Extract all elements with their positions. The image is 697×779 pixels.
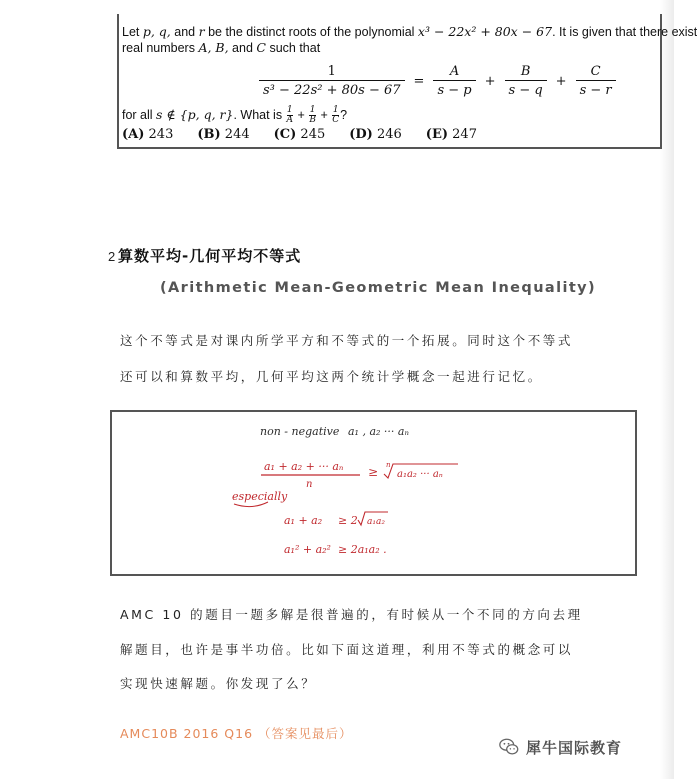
- problem-math: C: [256, 40, 266, 55]
- hw-variables: a₁ , a₂ ··· aₙ: [348, 425, 409, 438]
- choice-label: (B): [197, 127, 221, 142]
- term-fraction-c: [576, 64, 616, 98]
- small-numerator: 1: [286, 105, 293, 115]
- choice-label: (A): [122, 127, 145, 142]
- small-numerator: 1: [309, 105, 316, 115]
- choice-d: [349, 127, 402, 142]
- problem-text: such that: [265, 41, 321, 55]
- intro-paragraph-line-2: 还可以和算数平均，几何平均这两个统计学概念一起进行记忆。: [120, 369, 543, 384]
- problem-math: r: [198, 24, 205, 39]
- amc-paragraph-line-3: 实现快速解题。你发现了么？: [120, 676, 317, 691]
- problem-equation: [255, 64, 620, 98]
- problem-text: Let: [122, 25, 143, 39]
- problem-text: . It is given that there exist: [552, 25, 697, 39]
- choice-value: 247: [452, 127, 477, 142]
- term-fraction-b: [505, 64, 547, 98]
- problem-text: and: [228, 41, 257, 55]
- lhs-denominator: s³ − 22s² + 80s − 67: [259, 80, 405, 98]
- intro-paragraph-line-1: 这个不等式是对课内所学平方和不等式的一个拓展。同时这个不等式: [120, 333, 574, 348]
- choice-value: 245: [300, 127, 326, 142]
- hw-ex1-rhs-coef: ≥ 2: [338, 514, 358, 527]
- problem-line-3: [122, 106, 347, 125]
- problem-math: p, q,: [142, 24, 171, 39]
- small-fraction: [287, 106, 294, 125]
- problem-line-2: [122, 40, 656, 56]
- choice-label: (C): [273, 127, 297, 142]
- plus-sign: +: [484, 73, 496, 89]
- page-right-shadow: [660, 0, 674, 779]
- problem-text: and: [170, 25, 199, 39]
- choice-value: 243: [148, 127, 174, 142]
- problem-text: for all: [122, 107, 157, 122]
- hw-fraction-denominator: n: [306, 479, 313, 490]
- choice-e: [426, 127, 477, 142]
- equals-sign: =: [413, 73, 425, 89]
- amc-paragraph-line-2: 解题目，也许是事半功倍。比如下面这道理，利用不等式的概念可以: [120, 642, 574, 657]
- plus-sign: +: [320, 107, 328, 122]
- handwritten-formula-box: [110, 410, 637, 576]
- problem-text: ?: [340, 107, 348, 122]
- choice-value: 246: [376, 127, 402, 142]
- small-denominator: B: [309, 115, 316, 125]
- handwritten-formula: [112, 412, 635, 574]
- amc-paragraph-line-1: AMC 10 的题目一题多解是很普遍的，有时候从一个不同的方向去理: [120, 607, 583, 622]
- problem-condition: s ∉ {p, q, r}: [156, 106, 234, 122]
- small-numerator: 1: [332, 105, 339, 115]
- hw-ex1-lhs: a₁ + a₂: [284, 514, 323, 527]
- hw-root-body: a₁a₂ ··· aₙ: [397, 469, 443, 480]
- lhs-fraction: [259, 64, 405, 98]
- problem-text: . What is: [233, 107, 286, 122]
- watermark-text: 犀牛国际教育: [526, 738, 623, 757]
- hw-root-index: n: [386, 461, 391, 469]
- section-title: 算数平均-几何平均不等式: [118, 247, 302, 265]
- problem-text: real numbers: [122, 41, 199, 55]
- section-number: 2: [108, 249, 116, 264]
- plus-sign: +: [297, 107, 305, 122]
- hw-ex2-rhs: ≥ 2a₁a₂ .: [338, 543, 387, 556]
- term-numerator: B: [520, 64, 531, 79]
- choice-a: [122, 127, 173, 142]
- wechat-icon: [498, 736, 520, 758]
- term-denominator: s − p: [433, 80, 475, 98]
- hw-geq: ≥: [368, 465, 379, 479]
- term-denominator: s − q: [505, 80, 547, 98]
- small-denominator: C: [332, 115, 340, 125]
- small-denominator: A: [286, 115, 294, 125]
- answer-choices: [122, 127, 501, 142]
- term-numerator: C: [590, 64, 601, 79]
- term-fraction-a: [433, 64, 475, 98]
- hw-ex1-rhs-body: a₁a₂: [367, 517, 385, 527]
- lhs-numerator: 1: [327, 64, 336, 79]
- small-fraction: [309, 106, 316, 125]
- choice-c: [274, 127, 326, 142]
- choice-label: (D): [349, 127, 373, 142]
- problem-math: A, B,: [198, 40, 229, 55]
- problem-line-1: [122, 24, 697, 40]
- hw-ex2-lhs: a₁² + a₂²: [284, 543, 331, 556]
- hw-fraction-numerator: a₁ + a₂ + ··· aₙ: [264, 460, 344, 473]
- choice-label: (E): [425, 127, 449, 142]
- term-numerator: A: [449, 64, 460, 79]
- problem-text: be the distinct roots of the polynomial: [204, 25, 418, 39]
- problem-reference: AMC10B 2016 Q16 （答案见最后）: [120, 726, 353, 741]
- hw-nonnegative: non - negative: [260, 425, 340, 438]
- section-subtitle: (Arithmetic Mean-Geometric Mean Inequality): [160, 280, 597, 296]
- term-denominator: s − r: [576, 80, 616, 98]
- plus-sign: +: [555, 73, 567, 89]
- choice-b: [197, 127, 249, 142]
- small-fraction: [332, 106, 339, 125]
- problem-polynomial: x³ − 22x² + 80x − 67: [417, 24, 553, 39]
- watermark: [498, 736, 622, 758]
- choice-value: 244: [224, 127, 250, 142]
- problem-box: [117, 14, 697, 149]
- hw-especially: especially: [232, 490, 288, 503]
